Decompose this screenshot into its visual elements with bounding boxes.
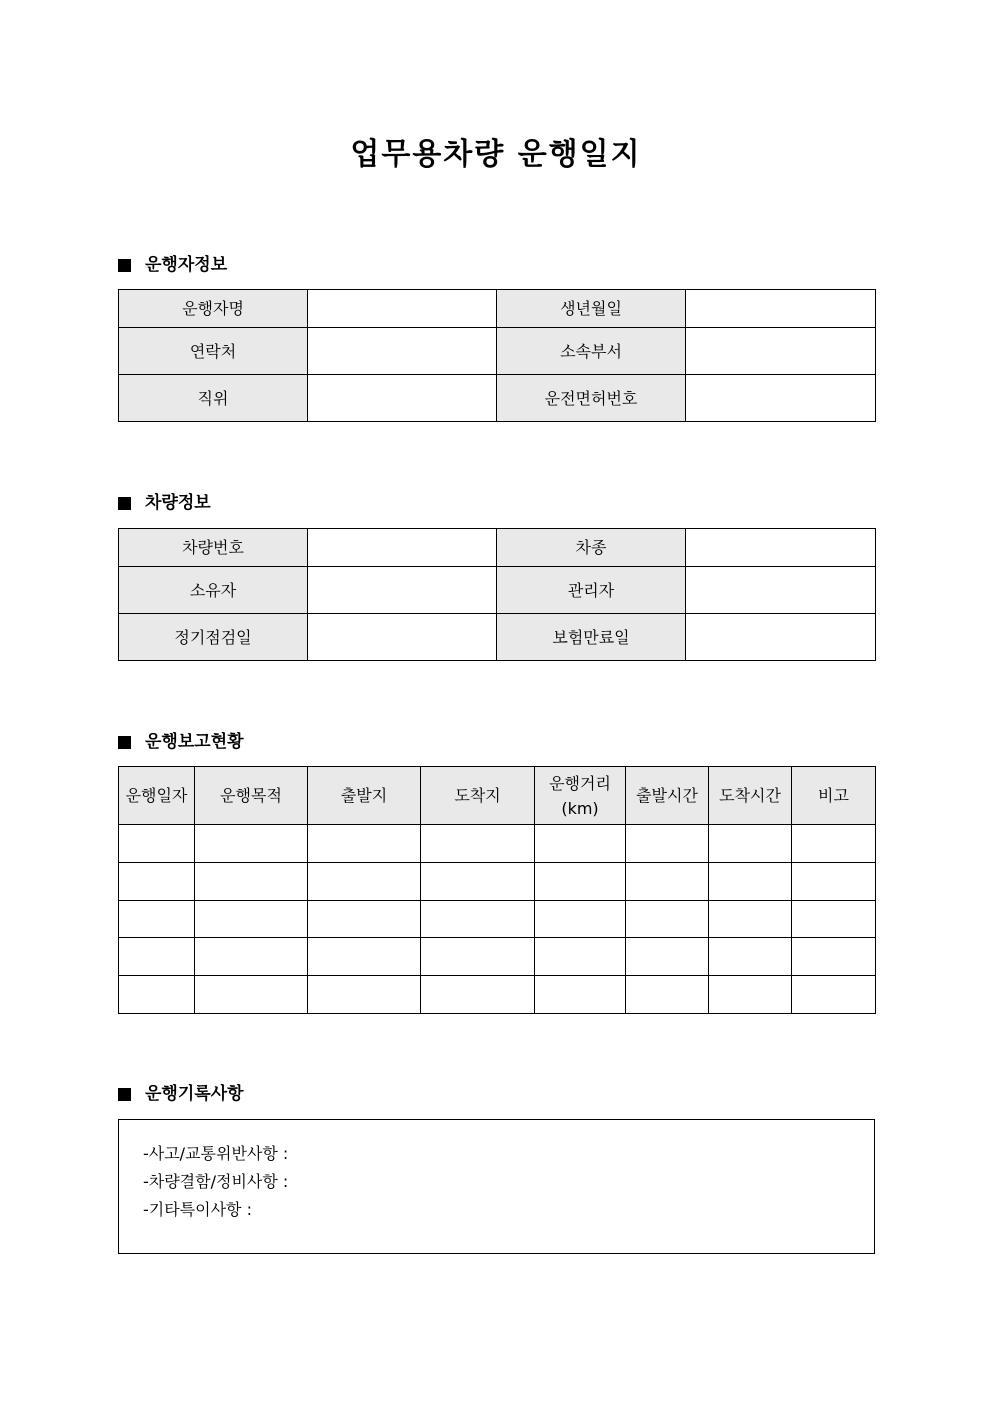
driver-info-table: [118, 289, 876, 422]
column-header-date: 운행일자: [119, 767, 195, 825]
table-cell[interactable]: [421, 938, 535, 976]
table-row: [119, 529, 876, 567]
department-field[interactable]: [686, 328, 876, 375]
plate-number-field[interactable]: [308, 529, 497, 567]
table-row: [119, 290, 876, 328]
table-row: [119, 825, 876, 863]
report-section-heading: [118, 730, 244, 754]
table-cell[interactable]: [119, 901, 195, 938]
table-cell[interactable]: [626, 863, 709, 901]
column-header-arrival: 도착지: [421, 767, 535, 825]
insurance-expiry-label: 보험만료일: [497, 614, 686, 661]
square-bullet-icon: [118, 1088, 131, 1101]
license-number-label: 운전면허번호: [497, 375, 686, 422]
contact-field[interactable]: [308, 328, 497, 375]
table-cell[interactable]: [535, 976, 626, 1014]
table-cell[interactable]: [195, 901, 308, 938]
table-cell[interactable]: [792, 976, 876, 1014]
table-cell[interactable]: [626, 976, 709, 1014]
driver-section-title: 운행자정보: [145, 255, 228, 275]
table-cell[interactable]: [308, 901, 421, 938]
records-notes-box[interactable]: [118, 1119, 875, 1254]
table-cell[interactable]: [119, 863, 195, 901]
table-cell[interactable]: [421, 863, 535, 901]
square-bullet-icon: [118, 259, 131, 272]
table-cell[interactable]: [119, 825, 195, 863]
defect-maintenance-line: -차량결함/정비사항 :: [143, 1172, 289, 1191]
table-cell[interactable]: [535, 825, 626, 863]
square-bullet-icon: [118, 736, 131, 749]
driver-name-field[interactable]: [308, 290, 497, 328]
table-cell[interactable]: [709, 976, 792, 1014]
table-cell[interactable]: [308, 938, 421, 976]
table-cell[interactable]: [792, 825, 876, 863]
table-cell[interactable]: [709, 825, 792, 863]
driver-section-heading: [118, 253, 227, 277]
department-label: 소속부서: [497, 328, 686, 375]
table-cell[interactable]: [308, 863, 421, 901]
table-cell[interactable]: [792, 863, 876, 901]
square-bullet-icon: [118, 497, 131, 510]
table-cell[interactable]: [421, 825, 535, 863]
column-header-departure-time: 출발시간: [626, 767, 709, 825]
table-cell[interactable]: [792, 901, 876, 938]
table-cell[interactable]: [535, 863, 626, 901]
driver-name-label: 운행자명: [119, 290, 308, 328]
other-remarks-line: -기타특이사항 :: [143, 1200, 252, 1219]
table-cell[interactable]: [709, 863, 792, 901]
column-header-departure: 출발지: [308, 767, 421, 825]
vehicle-info-table: [118, 528, 876, 661]
table-header-row: [119, 767, 876, 825]
birthdate-label: 생년월일: [497, 290, 686, 328]
vehicle-section-title: 차량정보: [145, 493, 211, 513]
table-cell[interactable]: [535, 901, 626, 938]
table-cell[interactable]: [308, 976, 421, 1014]
column-header-arrival-time: 도착시간: [709, 767, 792, 825]
table-cell[interactable]: [626, 938, 709, 976]
page-title: 업무용차량 운행일지: [350, 137, 642, 172]
table-cell[interactable]: [709, 901, 792, 938]
table-cell[interactable]: [195, 825, 308, 863]
table-row: [119, 976, 876, 1014]
table-cell[interactable]: [421, 901, 535, 938]
records-section-title: 운행기록사항: [145, 1084, 244, 1104]
table-row: [119, 938, 876, 976]
table-cell[interactable]: [535, 938, 626, 976]
table-cell[interactable]: [195, 938, 308, 976]
table-row: [119, 375, 876, 422]
trip-report-table: [118, 766, 876, 1014]
table-cell[interactable]: [626, 901, 709, 938]
position-label: 직위: [119, 375, 308, 422]
birthdate-field[interactable]: [686, 290, 876, 328]
table-row: [119, 863, 876, 901]
table-cell[interactable]: [709, 938, 792, 976]
vehicle-section-heading: [118, 491, 211, 515]
table-cell[interactable]: [626, 825, 709, 863]
column-header-purpose: 운행목적: [195, 767, 308, 825]
manager-label: 관리자: [497, 567, 686, 614]
insurance-expiry-field[interactable]: [686, 614, 876, 661]
table-cell[interactable]: [792, 938, 876, 976]
license-number-field[interactable]: [686, 375, 876, 422]
table-row: [119, 614, 876, 661]
column-header-remarks: 비고: [792, 767, 876, 825]
position-field[interactable]: [308, 375, 497, 422]
table-row: [119, 567, 876, 614]
report-section-title: 운행보고현황: [145, 732, 244, 752]
plate-number-label: 차량번호: [119, 529, 308, 567]
accident-violation-line: -사고/교통위반사항 :: [143, 1144, 289, 1163]
contact-label: 연락처: [119, 328, 308, 375]
inspection-date-field[interactable]: [308, 614, 497, 661]
table-cell[interactable]: [119, 938, 195, 976]
owner-field[interactable]: [308, 567, 497, 614]
table-row: [119, 328, 876, 375]
vehicle-type-field[interactable]: [686, 529, 876, 567]
table-row: [119, 901, 876, 938]
table-cell[interactable]: [119, 976, 195, 1014]
table-cell[interactable]: [195, 863, 308, 901]
inspection-date-label: 정기점검일: [119, 614, 308, 661]
column-header-distance: 운행거리(km): [535, 767, 626, 825]
table-cell[interactable]: [308, 825, 421, 863]
records-section-heading: [118, 1082, 244, 1106]
table-cell[interactable]: [421, 976, 535, 1014]
manager-field[interactable]: [686, 567, 876, 614]
vehicle-type-label: 차종: [497, 529, 686, 567]
owner-label: 소유자: [119, 567, 308, 614]
table-cell[interactable]: [195, 976, 308, 1014]
